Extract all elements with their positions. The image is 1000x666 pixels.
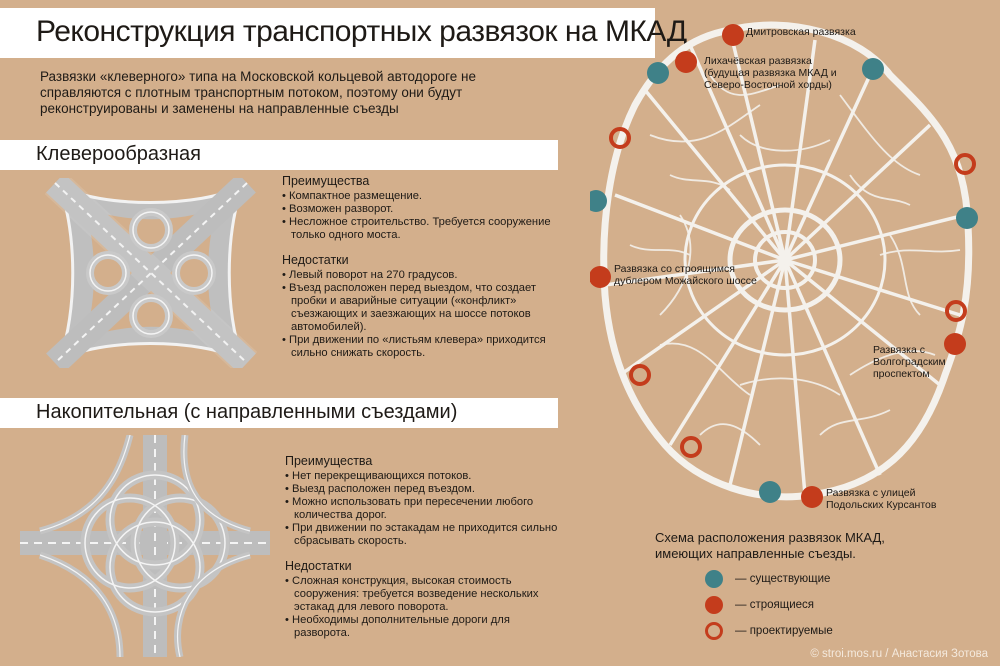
section-directional-heading: Накопительная (с направленными съездами) — [36, 401, 458, 423]
label-mozhayskoe: Развязка со строящимся дублером Можайского шоссе — [614, 263, 757, 287]
directional-pros-cons — [285, 455, 565, 640]
label-podolskikh: Развязка с улицей Подольских Курсантов — [826, 487, 937, 511]
cloverleaf-con-item: • Въезд расположен перед выездом, что создает пробки и аварийные ситуации («конфликт» съезжающих и заезжающих на шоссе потоков автомобилей). — [282, 282, 557, 334]
cloverleaf-pros-cons — [282, 175, 557, 360]
building-dot-icon — [705, 596, 723, 614]
legend-building-label: — строящиеся — [735, 599, 814, 611]
intro-text: Развязки «клеверного» типа на Московской кольцевой автодороге не справляются с плотным транспортным потоком, поэтому они будут реконструированы и заменены на направленные съезды — [40, 69, 476, 116]
cloverleaf-pro-item: • Компактное размещение. — [282, 190, 557, 203]
directional-cons-title: Недостатки — [285, 559, 352, 573]
directional-pro-item: • Нет перекрещивающихся потоков. — [285, 470, 565, 483]
legend-planned-label: — проектируемые — [735, 625, 833, 637]
section-cloverleaf-heading: Клеверообразная — [36, 143, 201, 165]
credit: © stroi.mos.ru / Анастасия Зотова — [810, 648, 988, 660]
title-bar — [0, 8, 687, 58]
cloverleaf-diagram — [40, 178, 262, 368]
marker-existing — [759, 481, 781, 503]
marker-building — [590, 266, 611, 288]
marker-building — [722, 24, 744, 46]
page-title: Реконструкция транспортных развязок на МКАД — [36, 15, 687, 48]
planned-ring-icon — [705, 622, 723, 640]
directional-con-item: • Необходимы дополнительные дороги для разворота. — [285, 614, 565, 640]
cloverleaf-con-item: • Левый поворот на 270 градусов. — [282, 269, 557, 282]
cloverleaf-pro-item: • Несложное строительство. Требуется сооружение только одного моста. — [282, 216, 557, 242]
section-cloverleaf — [0, 140, 558, 170]
directional-pros-title: Преимущества — [285, 454, 373, 468]
cloverleaf-pro-item: • Возможен разворот. — [282, 203, 557, 216]
existing-dot-icon — [705, 570, 723, 588]
cloverleaf-pros-title: Преимущества — [282, 174, 370, 188]
directional-pro-item: • При движении по эстакадам не приходится сильно сбрасывать скорость. — [285, 522, 565, 548]
marker-existing — [862, 58, 884, 80]
marker-building — [801, 486, 823, 508]
marker-planned — [682, 438, 700, 456]
marker-existing — [956, 207, 978, 229]
directional-pro-item: • Можно использовать при пересечении любого количества дорог. — [285, 496, 565, 522]
directional-con-item: • Сложная конструкция, высокая стоимость сооружения: требуется возведение нескольких эстакад для левого поворота. — [285, 575, 565, 614]
cloverleaf-cons-title: Недостатки — [282, 253, 349, 267]
directional-pro-item: • Выезд расположен перед въездом. — [285, 483, 565, 496]
label-likhachevskaya: Лихачёвская развязка (будущая развязка МКАД и Северо-Восточной хорды) — [704, 55, 837, 91]
legend-existing-label: — существующие — [735, 573, 831, 585]
legend-title: Схема расположения развязок МКАД, имеющих направленные съезды. — [655, 530, 885, 561]
marker-planned — [631, 366, 649, 384]
label-volgogradsky: Развязка с Волгоградским проспектом — [873, 344, 946, 380]
directional-diagram — [20, 435, 270, 657]
marker-existing — [647, 62, 669, 84]
label-dmitrovskaya: Дмитровская развязка — [746, 26, 856, 38]
section-directional — [0, 398, 558, 428]
cloverleaf-con-item: • При движении по «листьям клевера» приходится сильно снижать скорость. — [282, 334, 557, 360]
marker-building — [675, 51, 697, 73]
